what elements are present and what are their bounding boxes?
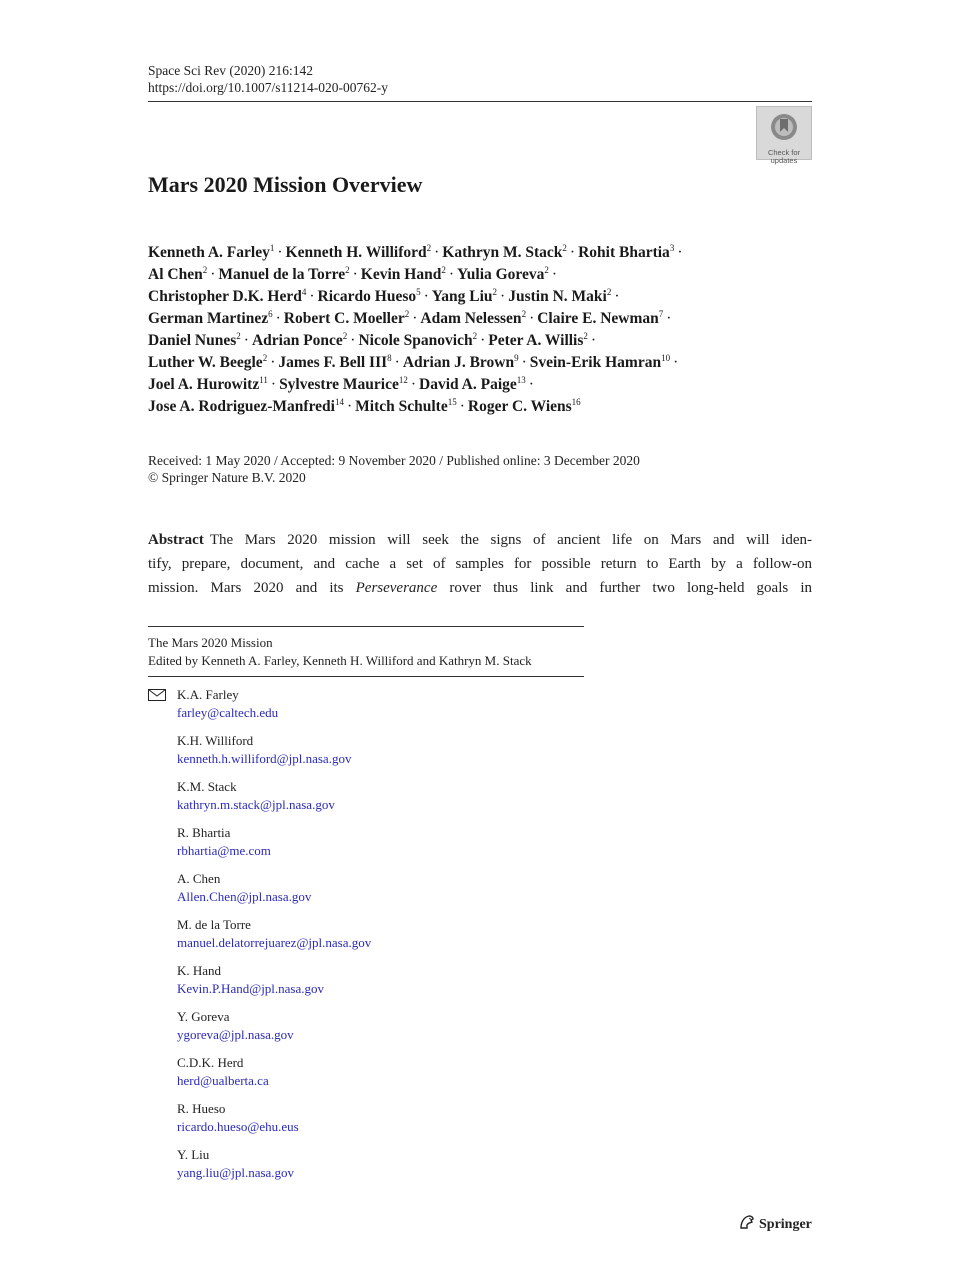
contact-email-link[interactable]: herd@ualberta.ca [177, 1073, 269, 1088]
contact-email-link[interactable]: Allen.Chen@jpl.nasa.gov [177, 889, 312, 904]
author-separator: · [410, 376, 417, 393]
author-separator: · [448, 266, 454, 283]
affiliation-number: 4 [301, 286, 307, 297]
author-name[interactable]: Jose A. Rodriguez-Manfredi$^{14}$ [148, 396, 344, 415]
author-separator: · [270, 354, 276, 371]
author-name[interactable]: Sylvestre Maurice$^{12}$ [279, 374, 408, 393]
author-separator: · [569, 244, 576, 261]
affiliation-number: 2 [345, 264, 350, 275]
author-separator: · [614, 288, 620, 305]
contact-entry [148, 1100, 371, 1136]
author-line [148, 374, 818, 396]
contact-email-link[interactable]: ricardo.hueso@ehu.eus [177, 1119, 299, 1134]
check-for-updates-badge[interactable] [756, 106, 812, 165]
series-title: The Mars 2020 Mission [148, 635, 273, 650]
journal-header [148, 62, 388, 96]
author-separator: · [243, 332, 249, 349]
contact-name: R. Bhartia [177, 825, 231, 840]
author-name[interactable]: Kenneth H. Williford$^2$ [285, 242, 432, 261]
contact-name: K.H. Williford [177, 733, 254, 748]
author-name[interactable]: Kevin Hand$^2$ [360, 264, 446, 283]
affiliation-number: 2 [606, 286, 612, 297]
contact-email-link[interactable]: kathryn.m.stack@jpl.nasa.gov [177, 797, 335, 812]
author-name[interactable]: James F. Bell III$^8$ [278, 352, 392, 371]
author-line [148, 330, 818, 352]
envelope-icon [148, 688, 166, 706]
author-name[interactable]: Adrian Ponce$^2$ [251, 330, 348, 349]
contact-entry [148, 870, 371, 906]
affiliation-number: 2 [562, 242, 567, 253]
affiliation-number: 14 [334, 396, 344, 407]
affiliation-number: 15 [447, 396, 457, 407]
contact-email-link[interactable]: kenneth.h.williford@jpl.nasa.gov [177, 751, 352, 766]
author-name[interactable]: Yang Liu$^2$ [431, 286, 498, 305]
author-separator: · [346, 398, 353, 415]
author-name[interactable]: Daniel Nunes$^2$ [148, 330, 241, 349]
author-name[interactable]: Al Chen$^2$ [148, 264, 208, 283]
author-separator: · [350, 332, 356, 349]
author-name[interactable]: Nicole Spanovich$^2$ [358, 330, 478, 349]
author-separator: · [309, 288, 315, 305]
author-name[interactable]: Ricardo Hueso$^5$ [317, 286, 421, 305]
author-name[interactable]: Manuel de la Torre$^2$ [218, 264, 350, 283]
publisher-name: Springer [759, 1216, 812, 1232]
contact-name: A. Chen [177, 871, 221, 886]
author-separator: · [528, 376, 534, 393]
author-name[interactable]: Adam Nelessen$^2$ [420, 308, 527, 327]
abstract-line-3: mission. Mars 2020 and its Perseverance rover thus link and further two long-held goals in [148, 580, 812, 596]
journal-reference: Space Sci Rev (2020) 216:142 [148, 63, 313, 78]
author-name[interactable]: Adrian J. Brown$^9$ [402, 352, 519, 371]
affiliation-number: 1 [269, 242, 275, 253]
author-line [148, 352, 818, 374]
author-separator: · [412, 310, 418, 327]
affiliation-number: 2 [544, 264, 549, 275]
author-separator: · [480, 332, 486, 349]
author-name[interactable]: Luther W. Beegle$^2$ [148, 352, 268, 371]
contact-name: Y. Goreva [177, 1009, 230, 1024]
contact-name: M. de la Torre [177, 917, 251, 932]
affiliation-number: 2 [492, 286, 498, 297]
author-name[interactable]: Claire E. Newman$^7$ [537, 308, 664, 327]
affiliation-number: 12 [398, 374, 408, 385]
affiliation-number: 2 [342, 330, 348, 341]
author-name[interactable]: Roger C. Wiens$^{16}$ [467, 396, 581, 415]
author-line [148, 308, 818, 330]
contact-entry [148, 778, 371, 814]
author-separator: · [666, 310, 672, 327]
contact-name: C.D.K. Herd [177, 1055, 244, 1070]
publication-dates [148, 452, 640, 486]
contact-email-link[interactable]: ygoreva@jpl.nasa.gov [177, 1027, 294, 1042]
doi-link[interactable]: https://doi.org/10.1007/s11214-020-00762-y [148, 80, 389, 95]
author-name[interactable]: David A. Paige$^{13}$ [419, 374, 526, 393]
contact-email-link[interactable]: farley@caltech.edu [177, 705, 279, 720]
abstract-label: Abstract [148, 532, 204, 548]
author-line [148, 242, 818, 264]
author-line [148, 264, 818, 286]
affiliation-number: 5 [416, 286, 421, 297]
author-separator: · [352, 266, 358, 283]
affiliation-number: 2 [583, 330, 588, 341]
affiliation-number: 13 [516, 374, 526, 385]
author-name[interactable]: Mitch Schulte$^{15}$ [355, 396, 457, 415]
header-divider [148, 101, 812, 102]
author-name[interactable]: Yulia Goreva$^2$ [457, 264, 549, 283]
affiliation-number: 2 [441, 264, 446, 275]
author-separator: · [521, 354, 527, 371]
abstract [148, 528, 812, 600]
contact-entry [148, 916, 371, 952]
crossmark-icon [769, 112, 799, 147]
author-separator: · [500, 288, 506, 305]
author-line [148, 396, 818, 418]
contact-email-link[interactable]: rbhartia@me.com [177, 843, 271, 858]
affiliation-number: 7 [658, 308, 664, 319]
contact-entry [148, 1008, 371, 1044]
author-separator: · [270, 376, 277, 393]
author-name[interactable]: Christopher D.K. Herd$^4$ [148, 286, 307, 305]
abstract-line-1: Abstract The Mars 2020 mission will seek the signs of ancient life on Mars and will iden- [148, 532, 812, 548]
author-separator: · [673, 354, 679, 371]
author-list [148, 242, 818, 418]
author-name[interactable]: Peter A. Willis$^2$ [488, 330, 588, 349]
affiliation-number: 2 [262, 352, 268, 363]
author-separator: · [459, 398, 465, 415]
affiliation-number: 2 [202, 264, 208, 275]
author-separator: · [590, 332, 597, 349]
contact-list [148, 686, 371, 1192]
contact-entry [148, 962, 371, 998]
author-name[interactable]: Svein-Erik Hamran$^{10}$ [529, 352, 671, 371]
contact-email-link[interactable]: manuel.delatorrejuarez@jpl.nasa.gov [177, 935, 372, 950]
contact-name: K. Hand [177, 963, 222, 978]
author-line [148, 286, 818, 308]
author-separator: · [394, 354, 400, 371]
contact-name: Y. Liu [177, 1147, 210, 1162]
affiliation-number: 2 [521, 308, 527, 319]
badge-label: Check for updates [767, 148, 801, 165]
edited-by: Edited by Kenneth A. Farley, Kenneth H. Williford and Kathryn M. Stack [148, 653, 532, 668]
author-name[interactable]: Joel A. Hurowitz$^{11}$ [148, 374, 268, 393]
footnote-rule-top [148, 626, 584, 627]
author-separator: · [551, 266, 558, 283]
author-separator: · [529, 310, 535, 327]
contact-entry [148, 1054, 371, 1090]
contact-name: R. Hueso [177, 1101, 226, 1116]
copyright-line: © Springer Nature B.V. 2020 [148, 470, 306, 485]
affiliation-number: 3 [669, 242, 675, 253]
author-name[interactable]: Robert C. Moeller$^2$ [283, 308, 410, 327]
author-separator: · [277, 244, 283, 261]
author-name[interactable]: Justin N. Maki$^2$ [508, 286, 612, 305]
affiliation-number: 2 [236, 330, 241, 341]
affiliation-number: 11 [259, 374, 268, 385]
contact-entry [148, 1146, 371, 1182]
springer-horse-icon [738, 1213, 759, 1236]
author-name[interactable]: Kenneth A. Farley$^1$ [148, 242, 275, 261]
affiliation-number: 6 [268, 308, 273, 319]
dates-line: Received: 1 May 2020 / Accepted: 9 November 2020 / Published online: 3 December 2020 [148, 453, 640, 468]
affiliation-number: 16 [571, 396, 581, 407]
author-separator: · [275, 310, 281, 327]
author-separator: · [423, 288, 429, 305]
affiliation-number: 2 [426, 242, 432, 253]
author-separator: · [210, 266, 216, 283]
affiliation-number: 9 [514, 352, 519, 363]
affiliation-number: 8 [387, 352, 392, 363]
contact-email-link[interactable]: yang.liu@jpl.nasa.gov [177, 1165, 295, 1180]
author-separator: · [677, 244, 683, 261]
footnote-rule-bottom [148, 676, 584, 677]
contact-entry [148, 732, 371, 768]
author-name[interactable]: Kathryn M. Stack$^2$ [442, 242, 567, 261]
contact-entry [148, 824, 371, 860]
paper-title: Mars 2020 Mission Overview [148, 172, 423, 197]
editor-note [148, 634, 532, 670]
abstract-line-2: tify, prepare, document, and cache a set of samples for possible return to Earth by a follow-on [148, 556, 812, 572]
contact-name: K.A. Farley [177, 687, 239, 702]
author-name[interactable]: Rohit Bhartia$^3$ [578, 242, 675, 261]
publisher-logo [738, 1213, 812, 1236]
author-name[interactable]: German Martinez$^6$ [148, 308, 273, 327]
affiliation-number: 2 [472, 330, 478, 341]
contact-email-link[interactable]: Kevin.P.Hand@jpl.nasa.gov [177, 981, 325, 996]
affiliation-number: 2 [404, 308, 410, 319]
author-separator: · [434, 244, 440, 261]
affiliation-number: 10 [661, 352, 671, 363]
contact-name: K.M. Stack [177, 779, 237, 794]
contact-entry [148, 686, 371, 722]
